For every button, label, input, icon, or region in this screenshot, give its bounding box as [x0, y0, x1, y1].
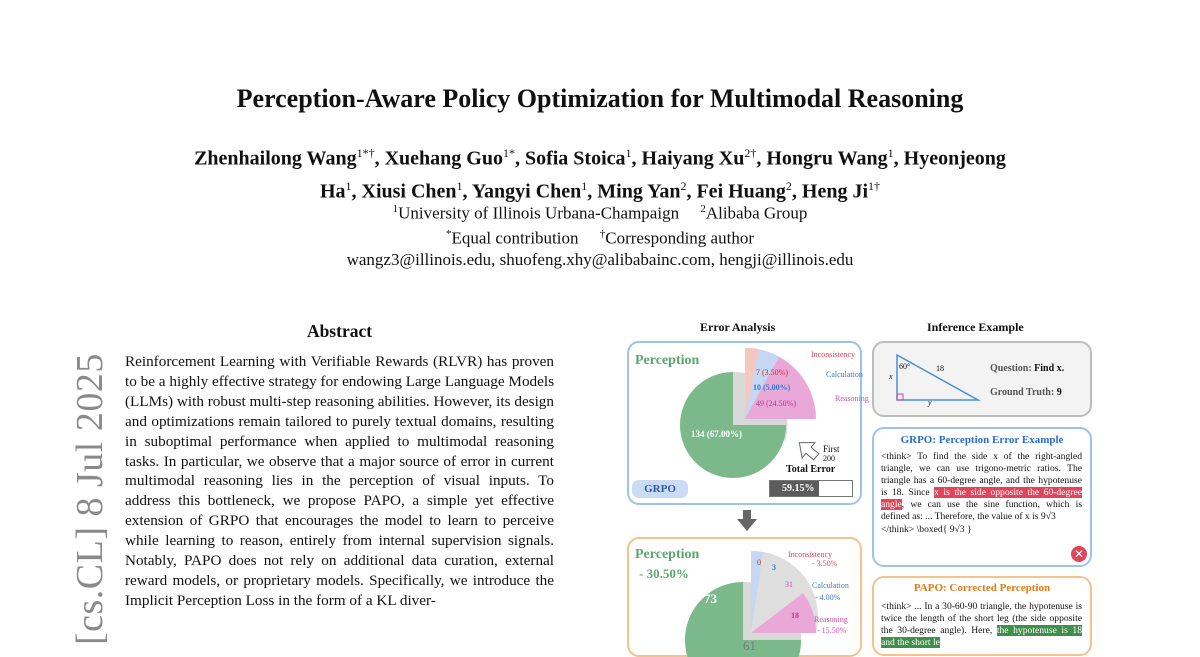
grpo-perception-value: 134 (67.00%) [691, 429, 742, 439]
author-name: Hongru Wang [766, 147, 888, 170]
papo-reasoning-delta: - 15.50% [817, 626, 847, 635]
papo-reasoning-label: Reasoning [814, 615, 848, 624]
grpo-perception-label: Perception [635, 353, 700, 368]
hypotenuse-label: 18 [936, 364, 944, 373]
author-affiliation-mark: 1* [502, 146, 515, 160]
abstract-heading: Abstract [306, 321, 373, 341]
question-panel [872, 341, 1092, 417]
notes-line: *Equal contribution †Corresponding author [446, 228, 754, 248]
affiliation-alibaba: Alibaba Group [705, 203, 808, 223]
papo-calculation-label: Calculation [812, 581, 849, 590]
affiliations [0, 199, 1200, 271]
papo-inconsistency-value: 0 [757, 558, 761, 567]
first-arrow-icon [793, 435, 823, 464]
total-error-value: 59.15% [782, 483, 815, 494]
author-affiliation-mark: 1 [581, 178, 588, 193]
grpo-reasoning-label: Reasoning [835, 394, 869, 403]
error-analysis-title: Error Analysis [700, 320, 776, 334]
first-label: First 200 [823, 444, 840, 463]
inference-example-title: Inference Example [927, 320, 1024, 334]
author-affiliation-mark: 2† [744, 146, 757, 160]
down-arrow-shape [737, 510, 757, 531]
papo-correct-highlight: the hypotenuse is 18 and the short le [881, 625, 1082, 649]
grpo-example-panel [872, 427, 1092, 567]
author-line-1: Zhenhailong Wang$^{1*\dagger}$, Xuehang Guo$^{1*}$, Sofia Stoica$^1$, Haiyang $Xu^{2\dagger}$, Hongru Wang$^1$, Hyeonjeong [194, 146, 1006, 170]
grpo-error-panel [627, 341, 869, 505]
author-name: Hyeonjeong [903, 147, 1006, 170]
papo-calculation-value: 3 [772, 563, 776, 572]
author-name: Ha [319, 180, 346, 203]
papo-example-panel [872, 576, 1092, 656]
papo-perception-value: 73 [704, 591, 717, 606]
author-name: Xuehang Guo [384, 147, 503, 170]
grpo-calculation-label: Calculation [826, 370, 863, 379]
angle-label: 60° [899, 362, 911, 371]
papo-calculation-delta: - 4.00% [815, 593, 841, 602]
author-affiliation-mark: 1 [456, 178, 463, 193]
papo-inconsistency-delta: - 3.50% [812, 559, 838, 568]
author-name: Ming Yan [597, 180, 681, 203]
triangle-diagram [882, 345, 982, 415]
papo-example-text: <think> ... In a 30-60-90 triangle, the hypotenuse is twice the length of the short leg (the side opposite the 30-degree angle). Here, the hypotenuse is 18 and the short le [881, 601, 1082, 649]
author-affiliation-mark: 1 [345, 178, 352, 193]
author-affiliation-mark: 1*† [356, 146, 375, 160]
author-affiliation-mark: 1 [887, 146, 894, 160]
papo-reasoning-value: 18 [791, 611, 799, 620]
papo-error-panel [627, 537, 862, 657]
ground-truth-text: Ground Truth: 9 [990, 387, 1062, 398]
question-text: Question: Find x. [990, 363, 1065, 374]
grpo-calculation-value: 10 (5.00%) [753, 383, 791, 392]
affiliation-uiuc: University of Illinois Urbana-Champaign [398, 203, 680, 223]
corresponding-author-note: Corresponding author [605, 228, 754, 248]
grpo-inconsistency-value: 7 (3.50%) [756, 368, 788, 377]
author-name: Yangyi Chen [471, 180, 582, 203]
author-name: Haiyang Xu [641, 147, 745, 170]
arxiv-stamp: [cs.CL] 8 Jul 2025 [69, 353, 111, 645]
side-y-label: y [928, 398, 932, 407]
email-line: wangz3@illinois.edu, shuofeng.xhy@alibabainc.com, hengji@illinois.edu [346, 250, 854, 270]
abstract-body: Reinforcement Learning with Verifiable Rewards (RLVR) has proven to be a highly effective strategy for endowing Large Language Models (LLMs) with robust multi-step reasoning abilities. However, its design and optimizations remain tailored to purely textual domains, resulting in suboptimal performance when applied to multimodal reasoning tasks. In particular, we observe that a major source of error in current multimodal reasoning lies in the perception of visual inputs. To address this bottleneck, we propose PAPO, a simple yet effective extension of GRPO that encourages the model to learn to perceive while learning to reason, entirely from internal supervision signals. Notably, PAPO does not rely on additional data curation, external reward models, or proprietary models. Specifically, we introduce the Implicit Perception Loss in the form of a KL diver- [125, 353, 554, 609]
grpo-example-text: <think> To find the side x of the right-angled triangle, we can use trigono-metric ratios. The triangle has a 60-degree angle, and the hypotenuse is 18. Since x is the side opposite the 60-degree angle, we can use the sine function, which is defined as: ... Therefore, the value of x is 9√3 </think> \boxed{ 9√3 } [881, 451, 1082, 535]
author-name: Sofia Stoica [524, 147, 626, 170]
papo-example-title: PAPO: Corrected Perception [913, 582, 1051, 594]
author-name: Zhenhailong Wang [194, 147, 357, 170]
papo-perception-label: Perception [635, 547, 700, 562]
right-angle-marker [897, 394, 903, 400]
papo-reasoning-pie-value: 61 [743, 638, 756, 653]
paper-title: Perception-Aware Policy Optimization for Multimodal Reasoning [236, 84, 964, 113]
total-error-bar [769, 480, 853, 497]
author-list [0, 140, 1200, 205]
side-x-label: x [889, 372, 893, 381]
total-error-label: Total Error [786, 464, 836, 475]
author-line-2: Ha$^1$, Xiusi Chen$^1$, Yangyi Chen$^1$, Ming Yan$^2$, Fei Huang$^2$, Heng $Ji^{1\dagger}$ [319, 178, 881, 203]
author-affiliation-mark: 1 [625, 146, 632, 160]
down-arrow-icon [737, 510, 757, 532]
author-name: Xiusi Chen [361, 180, 457, 203]
grpo-method-badge: GRPO [632, 480, 688, 498]
papo-calc-other-value: 31 [785, 580, 793, 589]
equal-contribution-note: Equal contribution [451, 228, 579, 248]
papo-perception-delta: - 30.50% [639, 566, 689, 581]
grpo-reasoning-value: 49 (24.50%) [756, 399, 796, 408]
author-name: Fei Huang [696, 180, 786, 203]
author-affiliation-mark: 2 [785, 178, 792, 193]
grpo-error-highlight: x is the side opposite the 60-degree angle [881, 487, 1082, 511]
grpo-inconsistency-label: Inconsistency [811, 350, 855, 359]
author-affiliation-mark: 2 [680, 178, 687, 193]
grpo-example-title: GRPO: Perception Error Example [900, 434, 1064, 446]
error-x-icon: ✕ [1071, 546, 1087, 562]
papo-inconsistency-label: Inconsistency [788, 550, 832, 559]
affiliation-line: $^1$University of Illinois Urbana-Champaign $^2$Alibaba Group [392, 203, 808, 223]
author-affiliation-mark: 1† [868, 178, 881, 193]
author-name: Heng Ji [801, 180, 869, 203]
